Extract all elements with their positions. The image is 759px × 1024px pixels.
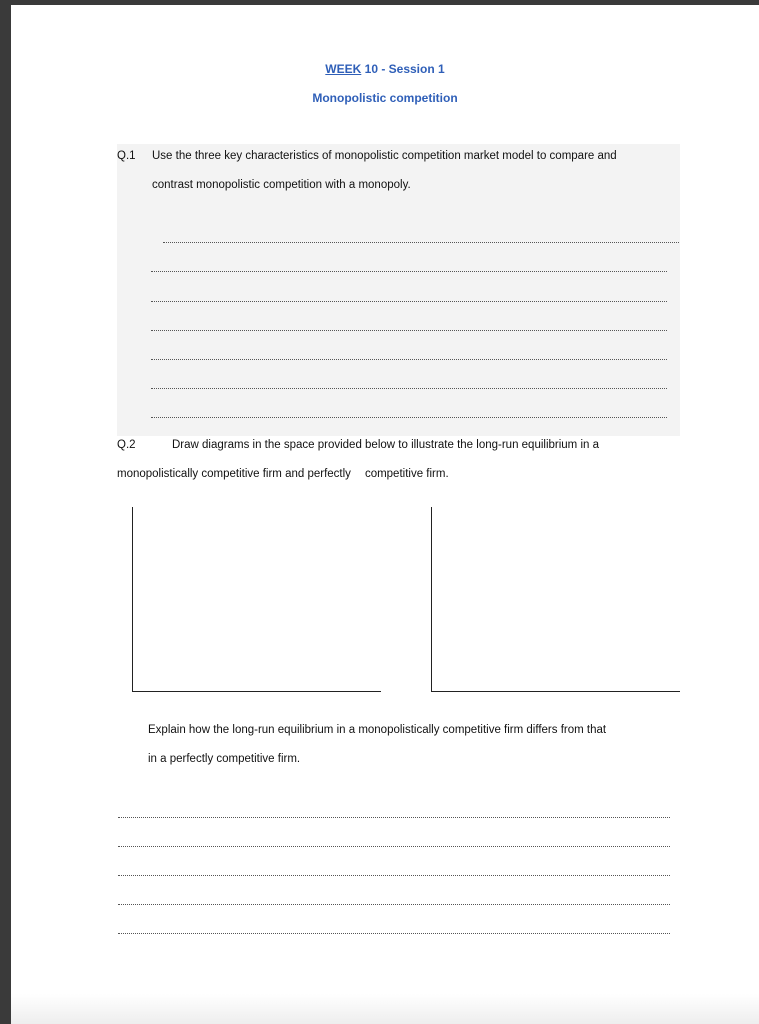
q1-number: Q.1: [117, 150, 136, 162]
answer-line: [118, 817, 670, 818]
answer-line: [151, 359, 667, 360]
answer-line: [151, 271, 667, 272]
week-label: WEEK: [325, 62, 362, 76]
q2-text-line1: Draw diagrams in the space provided below to illustrate the long-run equilibrium in a: [172, 439, 599, 451]
answer-line: [118, 875, 670, 876]
q2-text-line2-part2: competitive firm.: [364, 468, 449, 480]
q1-text-line2: contrast monopolistic competition with a monopoly.: [152, 179, 411, 191]
answer-line: [151, 417, 667, 418]
q2-number: Q.2: [117, 439, 136, 451]
explain-text-line1: Explain how the long-run equilibrium in a monopolistically competitive firm differs from that: [148, 724, 607, 736]
answer-line: [118, 846, 670, 847]
q2-text-line2: [117, 467, 449, 481]
diagram-1-y-axis: [132, 507, 133, 691]
viewer-left-edge: [0, 0, 11, 1024]
answer-line: [151, 388, 667, 389]
diagram-2-y-axis: [431, 507, 432, 691]
answer-line: [163, 242, 679, 243]
q1-text-line1: Use the three key characteristics of monopolistic competition market model to compare and: [152, 150, 617, 162]
page-subtitle: Monopolistic competition: [312, 91, 458, 105]
answer-line: [151, 301, 667, 302]
session-label: 10 - Session 1: [364, 62, 445, 76]
document-page: [11, 5, 759, 1024]
answer-line: [118, 904, 670, 905]
answer-line: [118, 933, 670, 934]
page-heading: [11, 62, 759, 76]
q2-text-line2-part1: monopolistically competitive firm and perfectly: [117, 468, 351, 480]
diagram-2-x-axis: [431, 691, 680, 692]
answer-line: [151, 330, 667, 331]
explain-text-line2: in a perfectly competitive firm.: [148, 753, 301, 765]
page-bottom-shadow: [11, 994, 759, 1024]
diagram-1-x-axis: [132, 691, 381, 692]
